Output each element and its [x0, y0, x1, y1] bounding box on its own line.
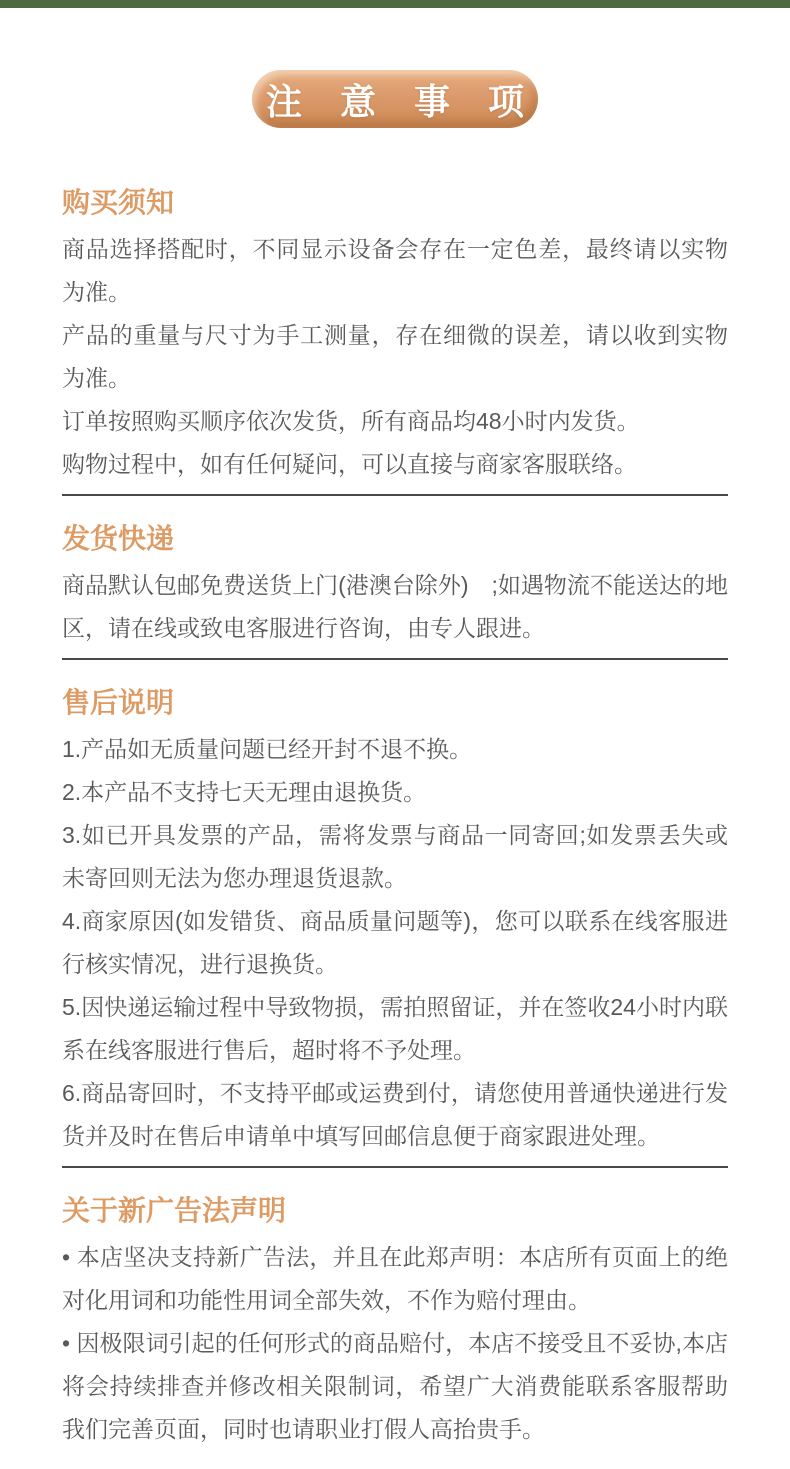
- ad-law-bullet: • 本店坚决支持新广告法，并且在此郑声明：本店所有页面上的绝对化用词和功能性用词全部失效，不作为赔付理由。: [62, 1244, 728, 1313]
- purchase-notice-paragraph: 产品的重量与尺寸为手工测量，存在细微的误差，请以收到实物为准。: [62, 322, 728, 391]
- shipping-heading: 发货快递: [62, 523, 175, 554]
- top-accent-bar: [0, 0, 790, 8]
- badge-container: [0, 70, 790, 128]
- purchase-notice-paragraph: 订单按照购买顺序依次发货，所有商品均48小时内发货。: [62, 408, 640, 434]
- section-divider: [62, 494, 728, 496]
- after-sales-item: 3.如已开具发票的产品，需将发票与商品一同寄回;如发票丢失或未寄回则无法为您办理退货退款。: [62, 822, 728, 891]
- ad-law-bullet: • 因极限词引起的任何形式的商品赔付，本店不接受且不妥协,本店将会持续排查并修改相关限制词，希望广大消费能联系客服帮助我们完善页面，同时也请职业打假人高抬贵手。: [62, 1330, 728, 1442]
- section-ad-law-statement: [62, 1196, 728, 1451]
- notice-content: [0, 188, 790, 1469]
- notice-title-badge: [252, 70, 538, 128]
- shipping-paragraph: 商品默认包邮免费送货上门(港澳台除外) ;如遇物流不能送达的地区，请在线或致电客服进行咨询，由专人跟进。: [62, 572, 728, 641]
- after-sales-heading: 售后说明: [62, 687, 175, 718]
- purchase-notice-paragraph: 商品选择搭配时，不同显示设备会存在一定色差，最终请以实物为准。: [62, 236, 728, 305]
- after-sales-item: 4.商家原因(如发错货、商品质量问题等)，您可以联系在线客服进行核实情况，进行退换货。: [62, 908, 728, 977]
- section-divider: [62, 658, 728, 660]
- after-sales-item: 2.本产品不支持七天无理由退换货。: [62, 779, 427, 805]
- section-divider: [62, 1166, 728, 1168]
- purchase-notice-heading: 购买须知: [62, 187, 175, 218]
- section-shipping: [62, 524, 728, 650]
- after-sales-item: 1.产品如无质量问题已经开封不退不换。: [62, 736, 473, 762]
- ad-law-heading: 关于新广告法声明: [62, 1195, 287, 1226]
- after-sales-item: 6.商品寄回时，不支持平邮或运费到付，请您使用普通快递进行发货并及时在售后申请单中填写回邮信息便于商家跟进处理。: [62, 1080, 728, 1149]
- after-sales-item: 5.因快递运输过程中导致物损，需拍照留证，并在签收24小时内联系在线客服进行售后，超时将不予处理。: [62, 994, 728, 1063]
- purchase-notice-paragraph: 购物过程中，如有任何疑问，可以直接与商家客服联络。: [62, 451, 637, 477]
- section-purchase-notice: [62, 188, 728, 486]
- section-after-sales: [62, 688, 728, 1158]
- notice-title-label: 注 意 事 项: [266, 80, 539, 122]
